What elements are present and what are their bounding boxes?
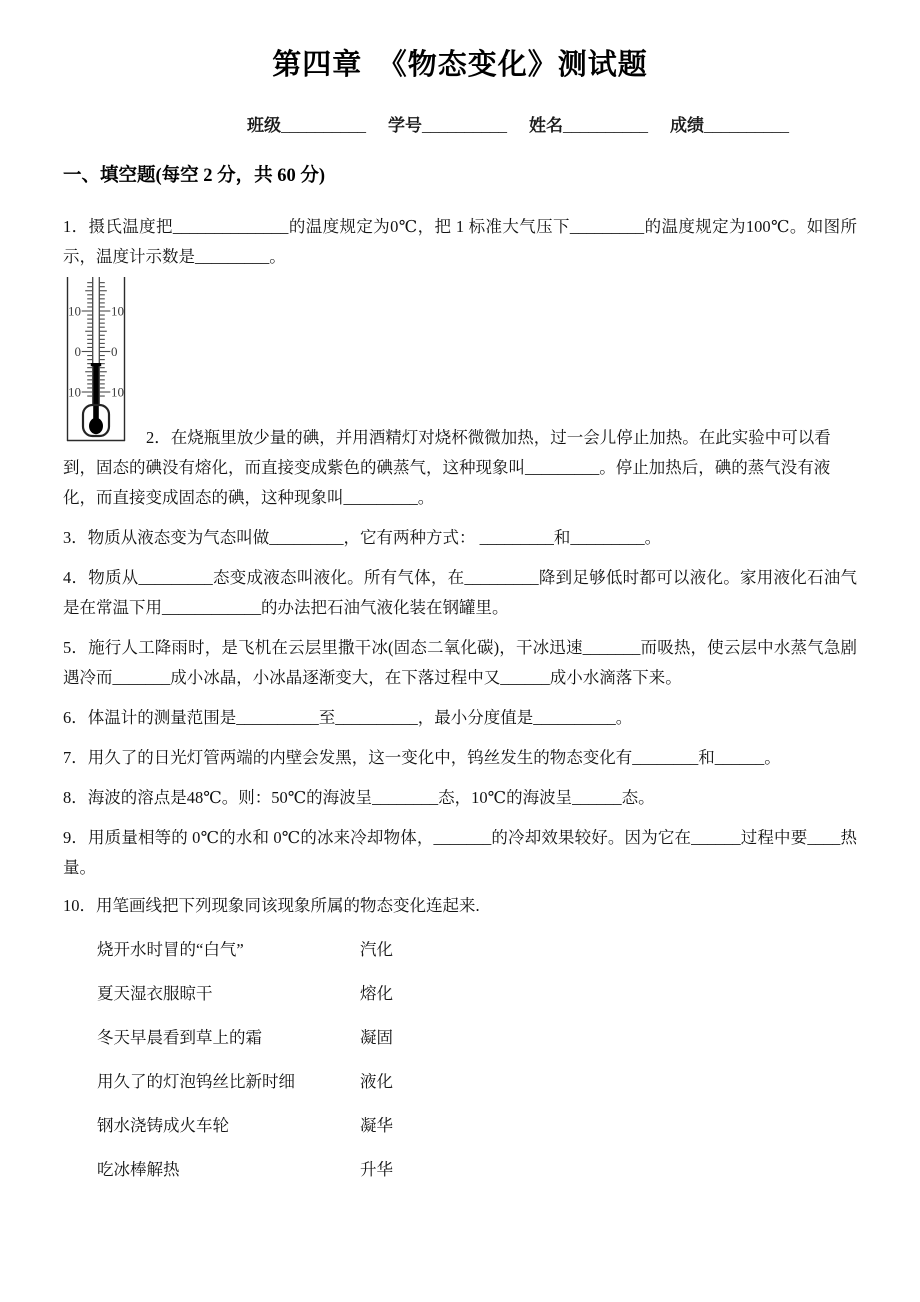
scale-label-right-0: 0 — [111, 344, 118, 359]
match-row-4 — [63, 1067, 857, 1097]
class-label: 班级 — [247, 116, 281, 135]
match-phenomenon: 吃冰棒解热 — [97, 1160, 180, 1179]
match-phenomenon: 夏天湿衣服晾干 — [97, 984, 213, 1003]
question-4: 4．物质从_________态变成液态叫液化。所有气体，在_________降到足够低时都可以液化。家用液化石油气是在常温下用____________的办法把石油气液化装在钢罐里。 — [63, 568, 857, 617]
match-change: 升华 — [360, 1160, 393, 1179]
match-phenomenon: 冬天早晨看到草上的霜 — [97, 1028, 262, 1047]
question-9: 9．用质量相等的 0℃的水和 0℃的冰来冷却物体，_______的冷却效果较好。因为它在______过程中要____热量。 — [63, 828, 857, 877]
thermometer-figure — [63, 277, 133, 443]
match-row-2 — [63, 979, 857, 1009]
match-row-5 — [63, 1111, 857, 1141]
student-number-blank: __________ — [422, 116, 507, 135]
mercury-bulb-blob — [89, 418, 103, 434]
question-2 — [63, 277, 857, 513]
scale-label-right-minus10: 10 — [111, 384, 124, 400]
class-blank: __________ — [281, 116, 366, 135]
page-title: 第四章 《物态变化》测试题 — [272, 49, 648, 81]
student-info-row — [247, 111, 920, 136]
match-row-3 — [63, 1023, 857, 1053]
match-change: 液化 — [360, 1072, 393, 1091]
name-label: 姓名 — [529, 116, 563, 135]
question-7: 7．用久了的日光灯管两端的内壁会发黑，这一变化中，钨丝发生的物态变化有________和______。 — [63, 748, 781, 767]
scale-label-left-10: 10 — [68, 303, 81, 319]
section-heading-fill-in-blanks: 一、填空题(每空 2 分，共 60 分) — [63, 166, 326, 186]
match-change: 熔化 — [360, 984, 393, 1003]
question-5: 5．施行人工降雨时，是飞机在云层里撒干冰(固态二氧化碳)，干冰迅速_______而吸热，使云层中水蒸气急剧遇冷而_______成小冰晶，小冰晶逐渐变大，在下落过程中又______成小水滴落下来。 — [63, 638, 857, 687]
student-number-label: 学号 — [388, 116, 422, 135]
class-field — [247, 111, 366, 136]
match-change: 凝华 — [360, 1116, 393, 1135]
question-8: 8．海波的溶点是48℃。则：50℃的海波呈________态，10℃的海波呈______态。 — [63, 788, 655, 807]
match-change: 凝固 — [360, 1028, 393, 1047]
question-6: 6．体温计的测量范围是__________至__________，最小分度值是__________。 — [63, 708, 633, 727]
name-blank: __________ — [563, 116, 648, 135]
mercury-column — [93, 364, 99, 427]
match-row-1 — [63, 935, 857, 965]
questions-area — [63, 212, 857, 1185]
student-number-field — [388, 111, 507, 136]
question-1: 1．摄氏温度把______________的温度规定为0℃，把 1 标准大气压下_________的温度规定为100℃。如图所示，温度计示数是_________。 — [63, 217, 857, 266]
match-phenomenon: 钢水浇铸成火车轮 — [97, 1116, 229, 1135]
score-field — [670, 111, 789, 136]
name-field — [529, 111, 648, 136]
question-3: 3．物质从液态变为气态叫做_________，它有两种方式： _________和_________。 — [63, 528, 662, 547]
question-2-text: 2．在烧瓶里放少量的碘，并用酒精灯对烧杯微微加热，过一会儿停止加热。在此实验中可以看到，固态的碘没有熔化，而直接变成紫色的碘蒸气，这种现象叫_________。停止加热后，碘的蒸气没有液化，而直接变成固态的碘，这种现象叫_________。 — [63, 428, 831, 507]
scale-label-left-0: 0 — [74, 344, 81, 359]
match-row-6 — [63, 1155, 857, 1185]
score-blank: __________ — [704, 116, 789, 135]
match-change: 汽化 — [360, 940, 393, 959]
scale-label-left-minus10: 10 — [68, 384, 81, 400]
match-phenomenon: 用久了的灯泡钨丝比新时细 — [97, 1072, 295, 1091]
scale-label-right-10: 10 — [111, 303, 124, 319]
match-phenomenon: 烧开水时冒的“白气” — [97, 940, 244, 959]
score-label: 成绩 — [670, 116, 704, 135]
question-10-prompt: 10．用笔画线把下列现象同该现象所属的物态变化连起来. — [63, 896, 480, 915]
